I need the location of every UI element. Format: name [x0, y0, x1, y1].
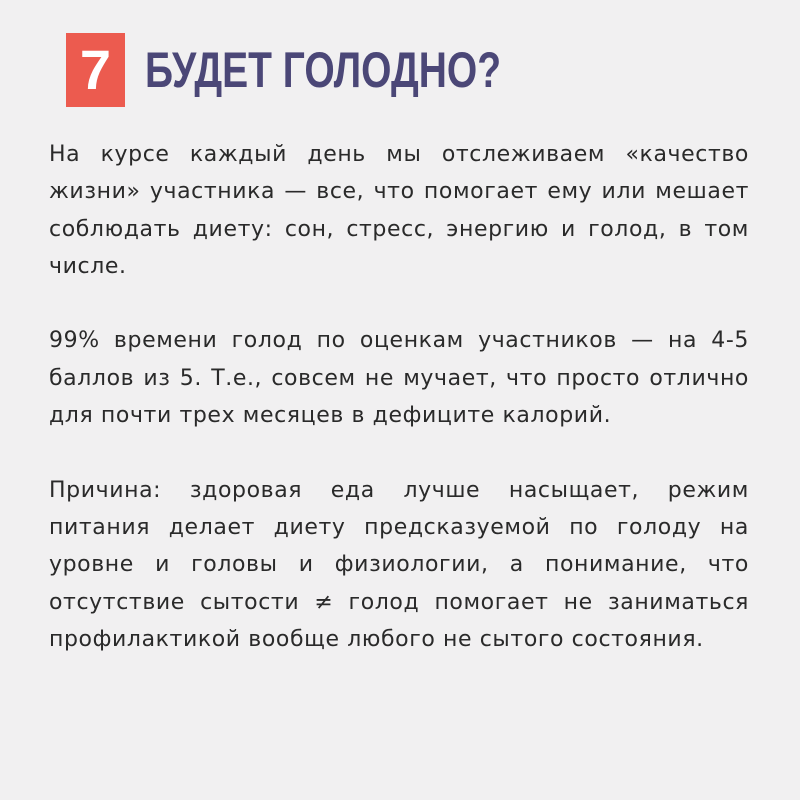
slide-header — [66, 33, 601, 107]
slide-number-badge: 7 — [66, 33, 125, 107]
paragraph-hunger-scores: 99% времени голод по оценкам участников — на 4-5 баллов из 5. Т.е., совсем не мучает, что просто отлично для почти трех месяцев в дефиците калорий. — [49, 328, 749, 429]
paragraph-tracking: На курсе каждый день мы отслеживаем «качество жизни» участника — все, что помогает ему или мешает соблюдать диету: сон, стресс, энергию и голод, в том числе. — [49, 142, 749, 279]
paragraph-reason: Причина: здоровая еда лучше насыщает, режим питания делает диету предсказуемой по голоду на уровне и головы и физиологии, а понимание, что отсутствие сытости ≠ голод помогает не заниматься профилактикой вообще любого не сытого состояния. — [49, 477, 749, 652]
slide-body — [49, 136, 749, 658]
slide-title: БУДЕТ ГОЛОДНО? — [145, 42, 502, 98]
